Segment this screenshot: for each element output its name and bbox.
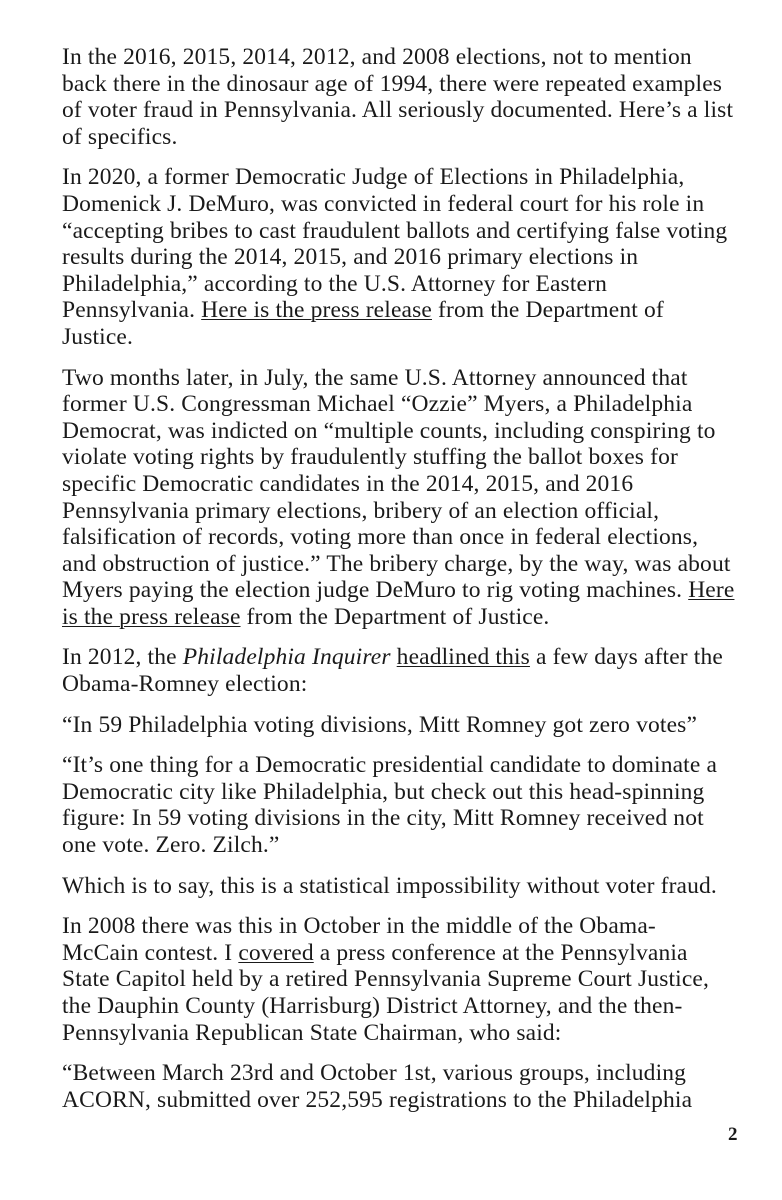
- text-line: [62, 966, 742, 993]
- text-segment: one vote. Zero. Zilch.”: [62, 832, 280, 859]
- text-line: [62, 1020, 742, 1047]
- text-line: [62, 164, 742, 191]
- text-segment: Myers paying the election judge DeMuro to rig voting machines.: [62, 577, 689, 604]
- text-line: [62, 604, 742, 631]
- text-line: [62, 297, 742, 324]
- text-segment: results during the 2014, 2015, and 2016 primary elections in: [62, 244, 639, 271]
- text-segment: of specifics.: [62, 123, 178, 150]
- hyperlink[interactable]: is the press release: [62, 603, 241, 630]
- text-line: [62, 644, 742, 671]
- hyperlink[interactable]: Here: [688, 577, 735, 604]
- text-segment: Obama-Romney election:: [62, 671, 308, 698]
- page-number: 2: [728, 1124, 738, 1145]
- text-segment: Justice.: [62, 323, 134, 350]
- text-segment: a few days after the: [529, 644, 723, 671]
- text-line: [62, 873, 742, 900]
- text-line: [62, 832, 742, 859]
- italic-text: Philadelphia Inquirer: [182, 644, 391, 671]
- hyperlink[interactable]: covered: [238, 939, 314, 966]
- text-segment: former U.S. Congressman Michael “Ozzie” Myers, a Philadelphia: [62, 391, 693, 418]
- text-segment: Pennsylvania Republican State Chairman, who said:: [62, 1019, 562, 1046]
- text-line: [62, 324, 742, 351]
- text-segment: Democrat, was indicted on “multiple counts, including conspiring to: [62, 417, 716, 444]
- paragraph: [62, 752, 742, 858]
- text-segment: and obstruction of justice.” The bribery charge, by the way, was about: [62, 550, 731, 577]
- text-segment: figure: In 59 voting divisions in the city, Mitt Romney received not: [62, 805, 704, 832]
- text-line: [62, 191, 742, 218]
- text-segment: ACORN, submitted over 252,595 registrations to the Philadelphia: [62, 1086, 693, 1113]
- text-segment: back there in the dinosaur age of 1994, there were repeated examples: [62, 70, 723, 97]
- text-line: [62, 71, 742, 98]
- text-line: [62, 993, 742, 1020]
- text-line: [62, 444, 742, 471]
- text-line: [62, 365, 742, 392]
- text-segment: a press conference at the Pennsylvania: [313, 939, 688, 966]
- text-segment: State Capitol held by a retired Pennsylvania Supreme Court Justice,: [62, 966, 710, 993]
- text-segment: Democratic city like Philadelphia, but check out this head-spinning: [62, 778, 705, 805]
- text-line: [62, 551, 742, 578]
- paragraph: [62, 873, 742, 900]
- text-segment: In the 2016, 2015, 2014, 2012, and 2008 elections, not to mention: [62, 44, 692, 70]
- text-segment: Philadelphia,” according to the U.S. Attorney for Eastern: [62, 270, 607, 297]
- text-line: [62, 44, 742, 71]
- text-segment: Pennsylvania.: [62, 297, 202, 324]
- text-segment: Pennsylvania primary elections, bribery of an election official,: [62, 497, 660, 524]
- text-segment: violate voting rights by fraudulently stuffing the ballot boxes for: [62, 444, 678, 471]
- text-line: [62, 97, 742, 124]
- text-segment: Two months later, in July, the same U.S. Attorney announced that: [62, 364, 688, 391]
- text-segment: the Dauphin County (Harrisburg) District Attorney, and the then-: [62, 993, 683, 1019]
- text-segment: falsification of records, voting more than once in federal elections,: [62, 524, 699, 551]
- paragraph: [62, 164, 742, 350]
- text-line: [62, 418, 742, 445]
- text-line: [62, 498, 742, 525]
- text-line: [62, 671, 742, 698]
- text-line: [62, 779, 742, 806]
- text-line: [62, 244, 742, 271]
- text-segment: specific Democratic candidates in the 2014, 2015, and 2016: [62, 470, 634, 497]
- paragraph: [62, 1060, 742, 1113]
- text-segment: “Between March 23rd and October 1st, various groups, including: [62, 1060, 687, 1087]
- text-line: [62, 577, 742, 604]
- text-line: [62, 471, 742, 498]
- document-body: [62, 44, 742, 1127]
- text-line: [62, 1060, 742, 1087]
- text-segment: “It’s one thing for a Democratic presidential candidate to dominate a: [62, 752, 718, 779]
- text-segment: of voter fraud in Pennsylvania. All seriously documented. Here’s a list: [62, 97, 734, 124]
- text-segment: “accepting bribes to cast fraudulent ballots and certifying false voting: [62, 217, 728, 244]
- text-line: [62, 391, 742, 418]
- hyperlink[interactable]: headlined this: [396, 644, 530, 671]
- text-segment: In 2008 there was this in October in the middle of the Obama-: [62, 913, 656, 940]
- text-segment: from the Department of Justice.: [240, 603, 550, 630]
- text-segment: Domenick J. DeMuro, was convicted in federal court for his role in: [62, 190, 705, 217]
- text-segment: Which is to say, this is a statistical impossibility without voter fraud.: [62, 872, 717, 899]
- text-line: [62, 1087, 742, 1114]
- paragraph: [62, 913, 742, 1046]
- text-segment: from the Department of: [431, 297, 664, 324]
- text-line: [62, 218, 742, 245]
- text-line: [62, 805, 742, 832]
- paragraph: [62, 712, 742, 739]
- text-line: [62, 271, 742, 298]
- text-line: [62, 712, 742, 739]
- hyperlink[interactable]: Here is the press release: [201, 297, 432, 324]
- text-segment: “In 59 Philadelphia voting divisions, Mitt Romney got zero votes”: [62, 711, 698, 738]
- text-line: [62, 940, 742, 967]
- text-line: [62, 913, 742, 940]
- paragraph: [62, 365, 742, 631]
- text-line: [62, 524, 742, 551]
- text-line: [62, 752, 742, 779]
- text-segment: In 2020, a former Democratic Judge of Elections in Philadelphia,: [62, 164, 685, 191]
- text-line: [62, 124, 742, 151]
- paragraph: [62, 644, 742, 697]
- text-segment: McCain contest. I: [62, 939, 239, 966]
- text-segment: In 2012, the: [62, 644, 183, 671]
- paragraph: [62, 44, 742, 150]
